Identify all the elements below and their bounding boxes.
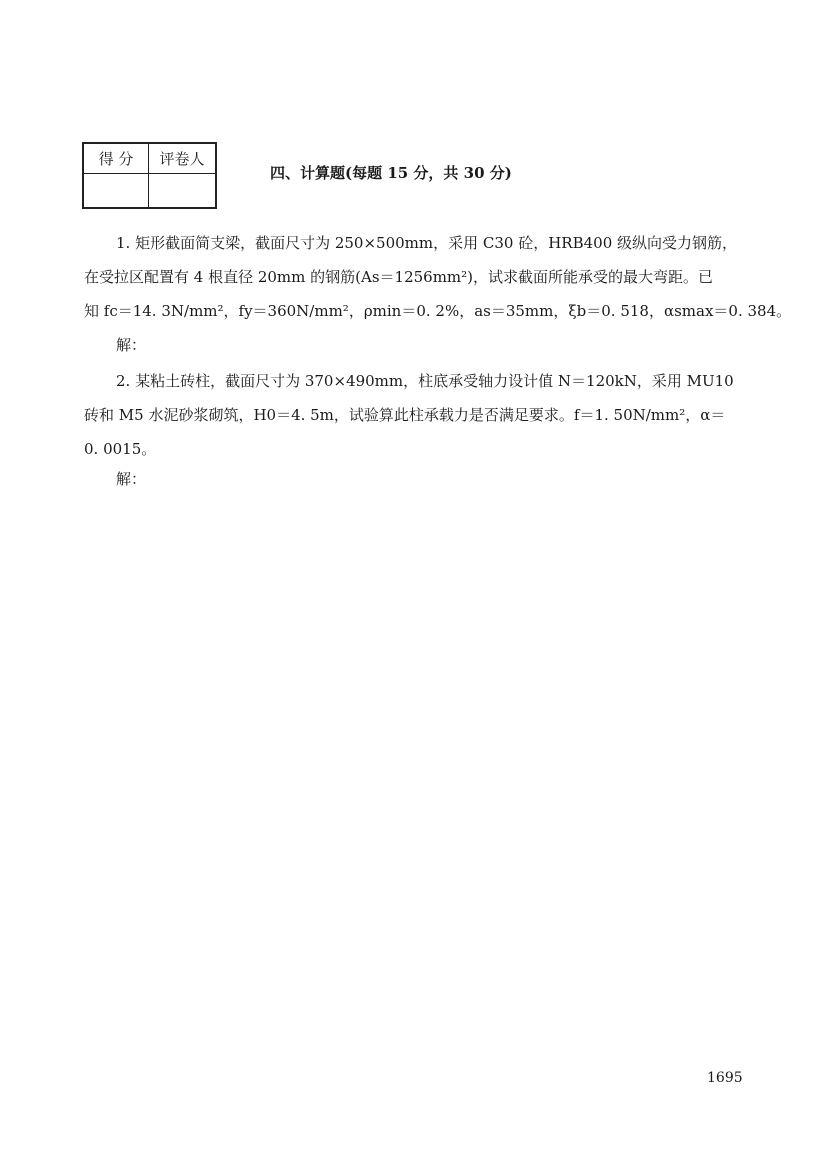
question-2-line-2: 砖和 M5 水泥砂浆砌筑，H0＝4. 5m，试验算此柱承载力是否满足要求。f＝1. 50N/mm²，α＝ bbox=[84, 406, 726, 424]
question-2 bbox=[84, 364, 752, 466]
question-1-line-2: 在受拉区配置有 4 根直径 20mm 的钢筋(As＝1256mm²)，试求截面所能承受的最大弯距。已 bbox=[84, 268, 714, 286]
question-2-line-3: 0. 0015。 bbox=[84, 440, 157, 458]
question-1-line-1: 1. 矩形截面简支梁，截面尺寸为 250×500mm，采用 C30 砼，HRB400 级纵向受力钢筋， bbox=[116, 234, 738, 252]
question-1 bbox=[84, 226, 792, 328]
score-box bbox=[82, 142, 217, 209]
score-cell bbox=[83, 174, 149, 209]
grader-label: 评卷人 bbox=[149, 143, 217, 174]
section-title: 四、计算题(每题 15 分，共 30 分) bbox=[270, 164, 512, 182]
question-2-line-1: 2. 某粘土砖柱，截面尺寸为 370×490mm，柱底承受轴力设计值 N＝120kN，采用 MU10 bbox=[116, 372, 734, 390]
question-1-line-3: 知 fc＝14. 3N/mm²，fy＝360N/mm²，ρmin＝0. 2%，as＝35mm，ξb＝0. 518，αsmax＝0. 384。 bbox=[84, 302, 792, 320]
score-label: 得 分 bbox=[83, 143, 149, 174]
page-number: 1695 bbox=[707, 1070, 743, 1086]
question-1-answer-label: 解： bbox=[116, 336, 147, 354]
grader-cell bbox=[149, 174, 217, 209]
question-2-answer-label: 解： bbox=[116, 470, 147, 488]
